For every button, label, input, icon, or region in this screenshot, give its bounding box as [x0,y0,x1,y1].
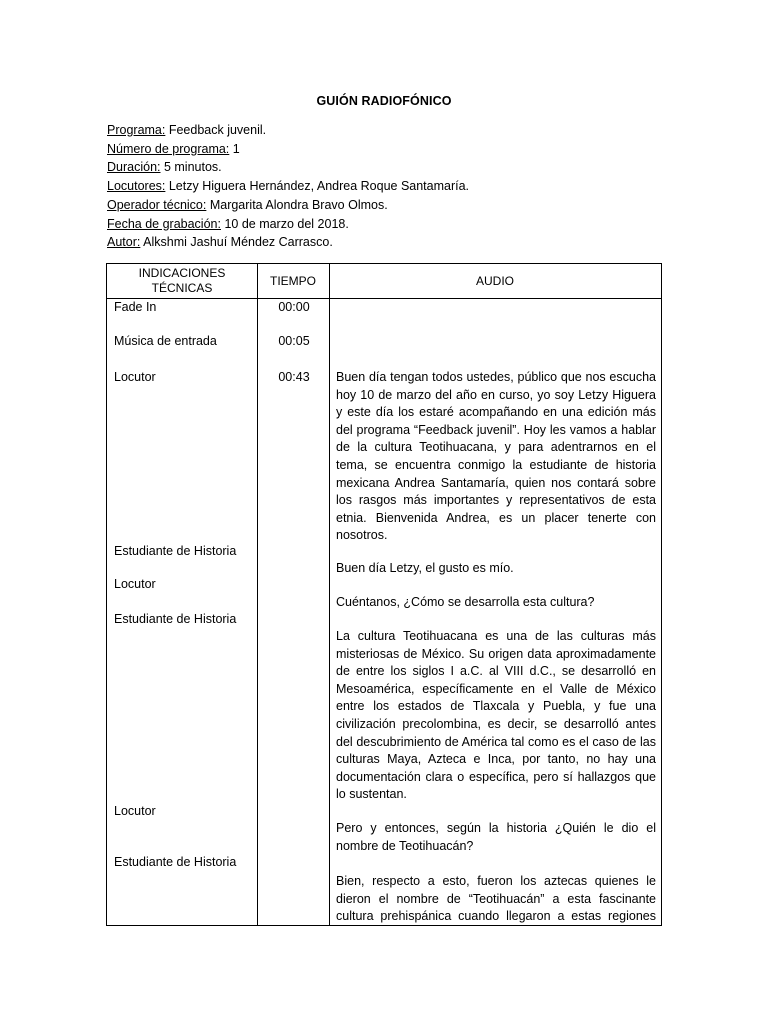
script-table [106,263,662,926]
meta-label: Locutores: [107,179,166,194]
meta-value: Letzy Higuera Hernández, Andrea Roque Santamaría. [165,179,470,194]
meta-label: Fecha de grabación: [107,216,221,231]
header-time: TIEMPO [269,273,316,288]
meta-value: Alkshmi Jashuí Méndez Carrasco. [140,235,333,250]
audio-paragraph: La cultura Teotihuacana es una de las culturas más misteriosas de México. Su origen data aproximadamente de entre los siglos I a.C. al VIII d.C., se desarrolló en Mesoamérica, específicamente en el Valle de México entre los estados de Tlaxcala y Puebla, y fue una civilización precolombina, es decir, se desarrolló antes del descubrimiento de América tal como es el caso de las culturas Maya, Azteca e Inca, por tanto, no hay una documentación clara o específica, pero sí hallazgos que lo sustentan. [336,629,656,802]
meta-value: Feedback juvenil. [165,123,267,137]
meta-value: 10 de marzo del 2018. [220,216,349,231]
audio-paragraph: Cuéntanos, ¿Cómo se desarrolla esta cultura? [336,595,595,609]
meta-hosts [107,177,469,196]
time-value: 00:05 [278,334,310,348]
header-divider [107,298,661,299]
header-audio: AUDIO [475,273,514,288]
time-value: 00:43 [278,370,310,384]
audio-paragraph: Bien, respecto a esto, fueron los aztecas quienes le dieron el nombre de “Teotihuacán” a esta fascinante cultura prehispánica cuando llegaron a estas regiones [336,874,656,924]
meta-recording-date [107,215,469,234]
meta-author [107,233,469,252]
meta-duration [107,158,469,177]
document-title: GUIÓN RADIOFÓNICO [316,94,452,108]
cue-host: Locutor [114,370,156,384]
column-divider [257,264,258,925]
audio-paragraph: Pero y entonces, según la historia ¿Quién le dio el nombre de Teotihuacán? [336,821,656,853]
cue-intro-music: Música de entrada [114,334,217,348]
meta-label: Programa: [107,123,166,137]
meta-label: Duración: [107,160,161,175]
header-technical-cues: INDICACIONES TÉCNICAS [138,266,226,295]
cue-host: Locutor [114,804,156,818]
meta-label: Operador técnico: [107,197,207,212]
cue-student: Estudiante de Historia [114,612,237,626]
column-divider [329,264,330,925]
cue-fade-in: Fade In [114,300,157,314]
cue-student: Estudiante de Historia [114,544,237,558]
meta-value: Margarita Alondra Bravo Olmos. [206,197,388,212]
meta-technical-operator [107,196,469,215]
time-value: 00:00 [278,300,310,314]
cue-student: Estudiante de Historia [114,855,237,869]
cue-host: Locutor [114,577,156,591]
audio-paragraph: Buen día Letzy, el gusto es mío. [336,561,514,575]
meta-label: Autor: [107,235,141,250]
meta-value: 5 minutos. [160,160,222,175]
meta-label: Número de programa: [107,141,230,156]
audio-paragraph: Buen día tengan todos ustedes, público que nos escucha hoy 10 de marzo del año en curso, yo soy Letzy Higuera y este día los estaré acompañando en una edición más del programa “Feedback juvenil”. Hoy les vamos a hablar de la cultura Teotihuacana, y para adentrarnos en el tema, se encuentra conmigo la estudiante de historia mexicana Andrea Santamaría, quien nos contará sobre los rasgos más importantes y representativos de esta etnia. Bienvenida Andrea, es un placer tenerte con nosotros. [336,370,656,543]
meta-value: 1 [229,141,240,156]
program-metadata [107,121,469,252]
meta-program-number [107,140,469,159]
meta-program [107,121,469,140]
